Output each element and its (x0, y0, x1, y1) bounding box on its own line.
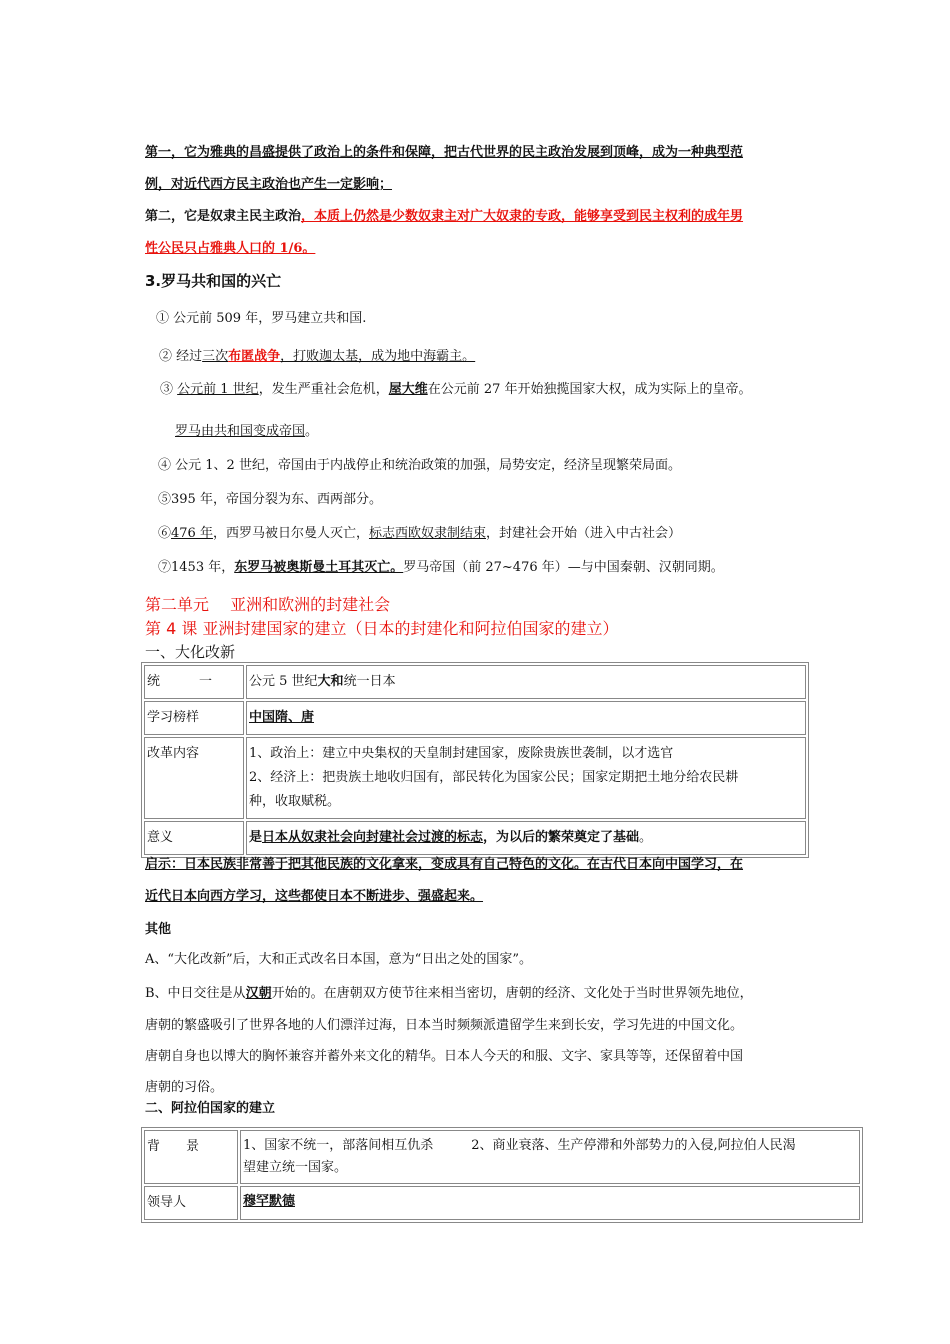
punic-wars: 布匿战争 (228, 349, 281, 364)
table-cell-label: 领导人 (144, 1186, 238, 1220)
table-cell-label: 改革内容 (144, 737, 244, 819)
rome-item-2: ② 经过三次布匿战争，打败迦太基，成为地中海霸主。 (159, 349, 476, 364)
arab-table (141, 1127, 863, 1223)
table-row (144, 1130, 860, 1184)
section-arab-title: 二、阿拉伯国家的建立 (145, 1101, 276, 1116)
insight-line1: 启示：日本民族非常善于把其他民族的文化拿来，变成具有自己特色的文化。在古代日本向中国学习，在 (145, 857, 744, 872)
table-cell-label: 意义 (144, 821, 244, 855)
table-cell-value: 中国隋、唐 (246, 701, 806, 735)
intro-para1-line1: 第一，它为雅典的昌盛提供了政治上的条件和保障，把古代世界的民主政治发展到顶峰，成为一种典型范 (145, 145, 744, 160)
table-row (144, 1186, 860, 1220)
rome-item-7: ⑦1453 年，东罗马被奥斯曼土耳其灭亡。罗马帝国（前 27~476 年）—与中国秦朝、汉朝同期。 (158, 560, 724, 575)
unit-title: 第二单元 亚洲和欧洲的封建社会 (145, 595, 391, 614)
intro-para2-line1 (145, 205, 743, 224)
others-item-b-line1: B、中日交往是从汉朝开始的。在唐朝双方使节往来相当密切，唐朝的经济、文化处于当时世界领先地位， (145, 986, 753, 1001)
table-row (144, 737, 806, 819)
rome-title: 3.罗马共和国的兴亡 (145, 272, 282, 290)
intro-para2-red: ，本质上仍然是少数奴隶主对广大奴隶的专政，能够享受到民主权利的成年男 (301, 209, 744, 224)
rome-item-1: ① 公元前 509 年，罗马建立共和国. (156, 311, 367, 326)
others-item-a: A、“大化改新”后，大和正式改名日本国，意为“日出之处的国家”。 (145, 952, 532, 967)
table-cell-label: 背 景 (144, 1130, 238, 1184)
table-row (144, 701, 806, 735)
table-row (144, 665, 806, 699)
intro-para1-line2: 例，对近代西方民主政治也产生一定影响； (145, 177, 393, 192)
others-item-b-line3: 唐朝自身也以博大的胸怀兼容并蓄外来文化的精华。日本人今天的和服、文字、家具等等，还保留着中国 (145, 1049, 744, 1064)
rome-item-3-cont: 罗马由共和国变成帝国。 (175, 424, 319, 439)
table-row (144, 821, 806, 855)
table-cell-value: 是日本从奴隶社会向封建社会过渡的标志，为以后的繁荣奠定了基础。 (246, 821, 806, 855)
rome-item-6: ⑥476 年，西罗马被日尔曼人灭亡，标志西欧奴隶制结束，封建社会开始（进入中古社会） (158, 526, 682, 541)
rome-item-3: ③ 公元前 1 世纪，发生严重社会危机，屋大维在公元前 27 年开始独揽国家大权，成为实际上的皇帝。 (160, 382, 752, 397)
rome-item-4: ④ 公元 1、2 世纪，帝国由于内战停止和统治政策的加强，局势安定，经济呈现繁荣局面。 (158, 458, 681, 473)
intro-para2-black: 第二，它是奴隶主民主政治 (145, 209, 302, 224)
table-cell-value: 1、政治上：建立中央集权的天皇制封建国家，废除贵族世袭制，以才选官 2、经济上：把贵族土地收归国有，部民转化为国家公民；国家定期把土地分给农民耕 种，收取赋税。 (246, 737, 806, 819)
octavian: 屋大维 (388, 382, 428, 397)
others-item-b-line4: 唐朝的习俗。 (145, 1080, 224, 1095)
others-title: 其他 (145, 922, 172, 937)
others-item-b-line2: 唐朝的繁盛吸引了世界各地的人们漂洋过海，日本当时频频派遣留学生来到长安，学习先进的中国文化。 (145, 1018, 744, 1033)
table-cell-label: 统 一 (144, 665, 244, 699)
insight-line2: 近代日本向西方学习，这些都使日本不断进步、强盛起来。 (145, 889, 484, 904)
table-cell-value: 1、国家不统一，部落间相互仇杀 2、商业衰落、生产停滞和外部势力的入侵,阿拉伯人民渴 望建立统一国家。 (240, 1130, 860, 1184)
taika-table (141, 662, 809, 858)
table-cell-label: 学习榜样 (144, 701, 244, 735)
lesson-title: 第 4 课 亚洲封建国家的建立（日本的封建化和阿拉伯国家的建立） (145, 619, 619, 638)
table-cell-value: 公元 5 世纪大和统一日本 (246, 665, 806, 699)
intro-para2-line2: 性公民只占雅典人口的 1/6。 (145, 241, 316, 256)
rome-item-5: ⑤395 年，帝国分裂为东、西两部分。 (158, 492, 382, 507)
section-taika-title: 一、大化改新 (145, 643, 236, 661)
table-cell-value: 穆罕默德 (240, 1186, 860, 1220)
